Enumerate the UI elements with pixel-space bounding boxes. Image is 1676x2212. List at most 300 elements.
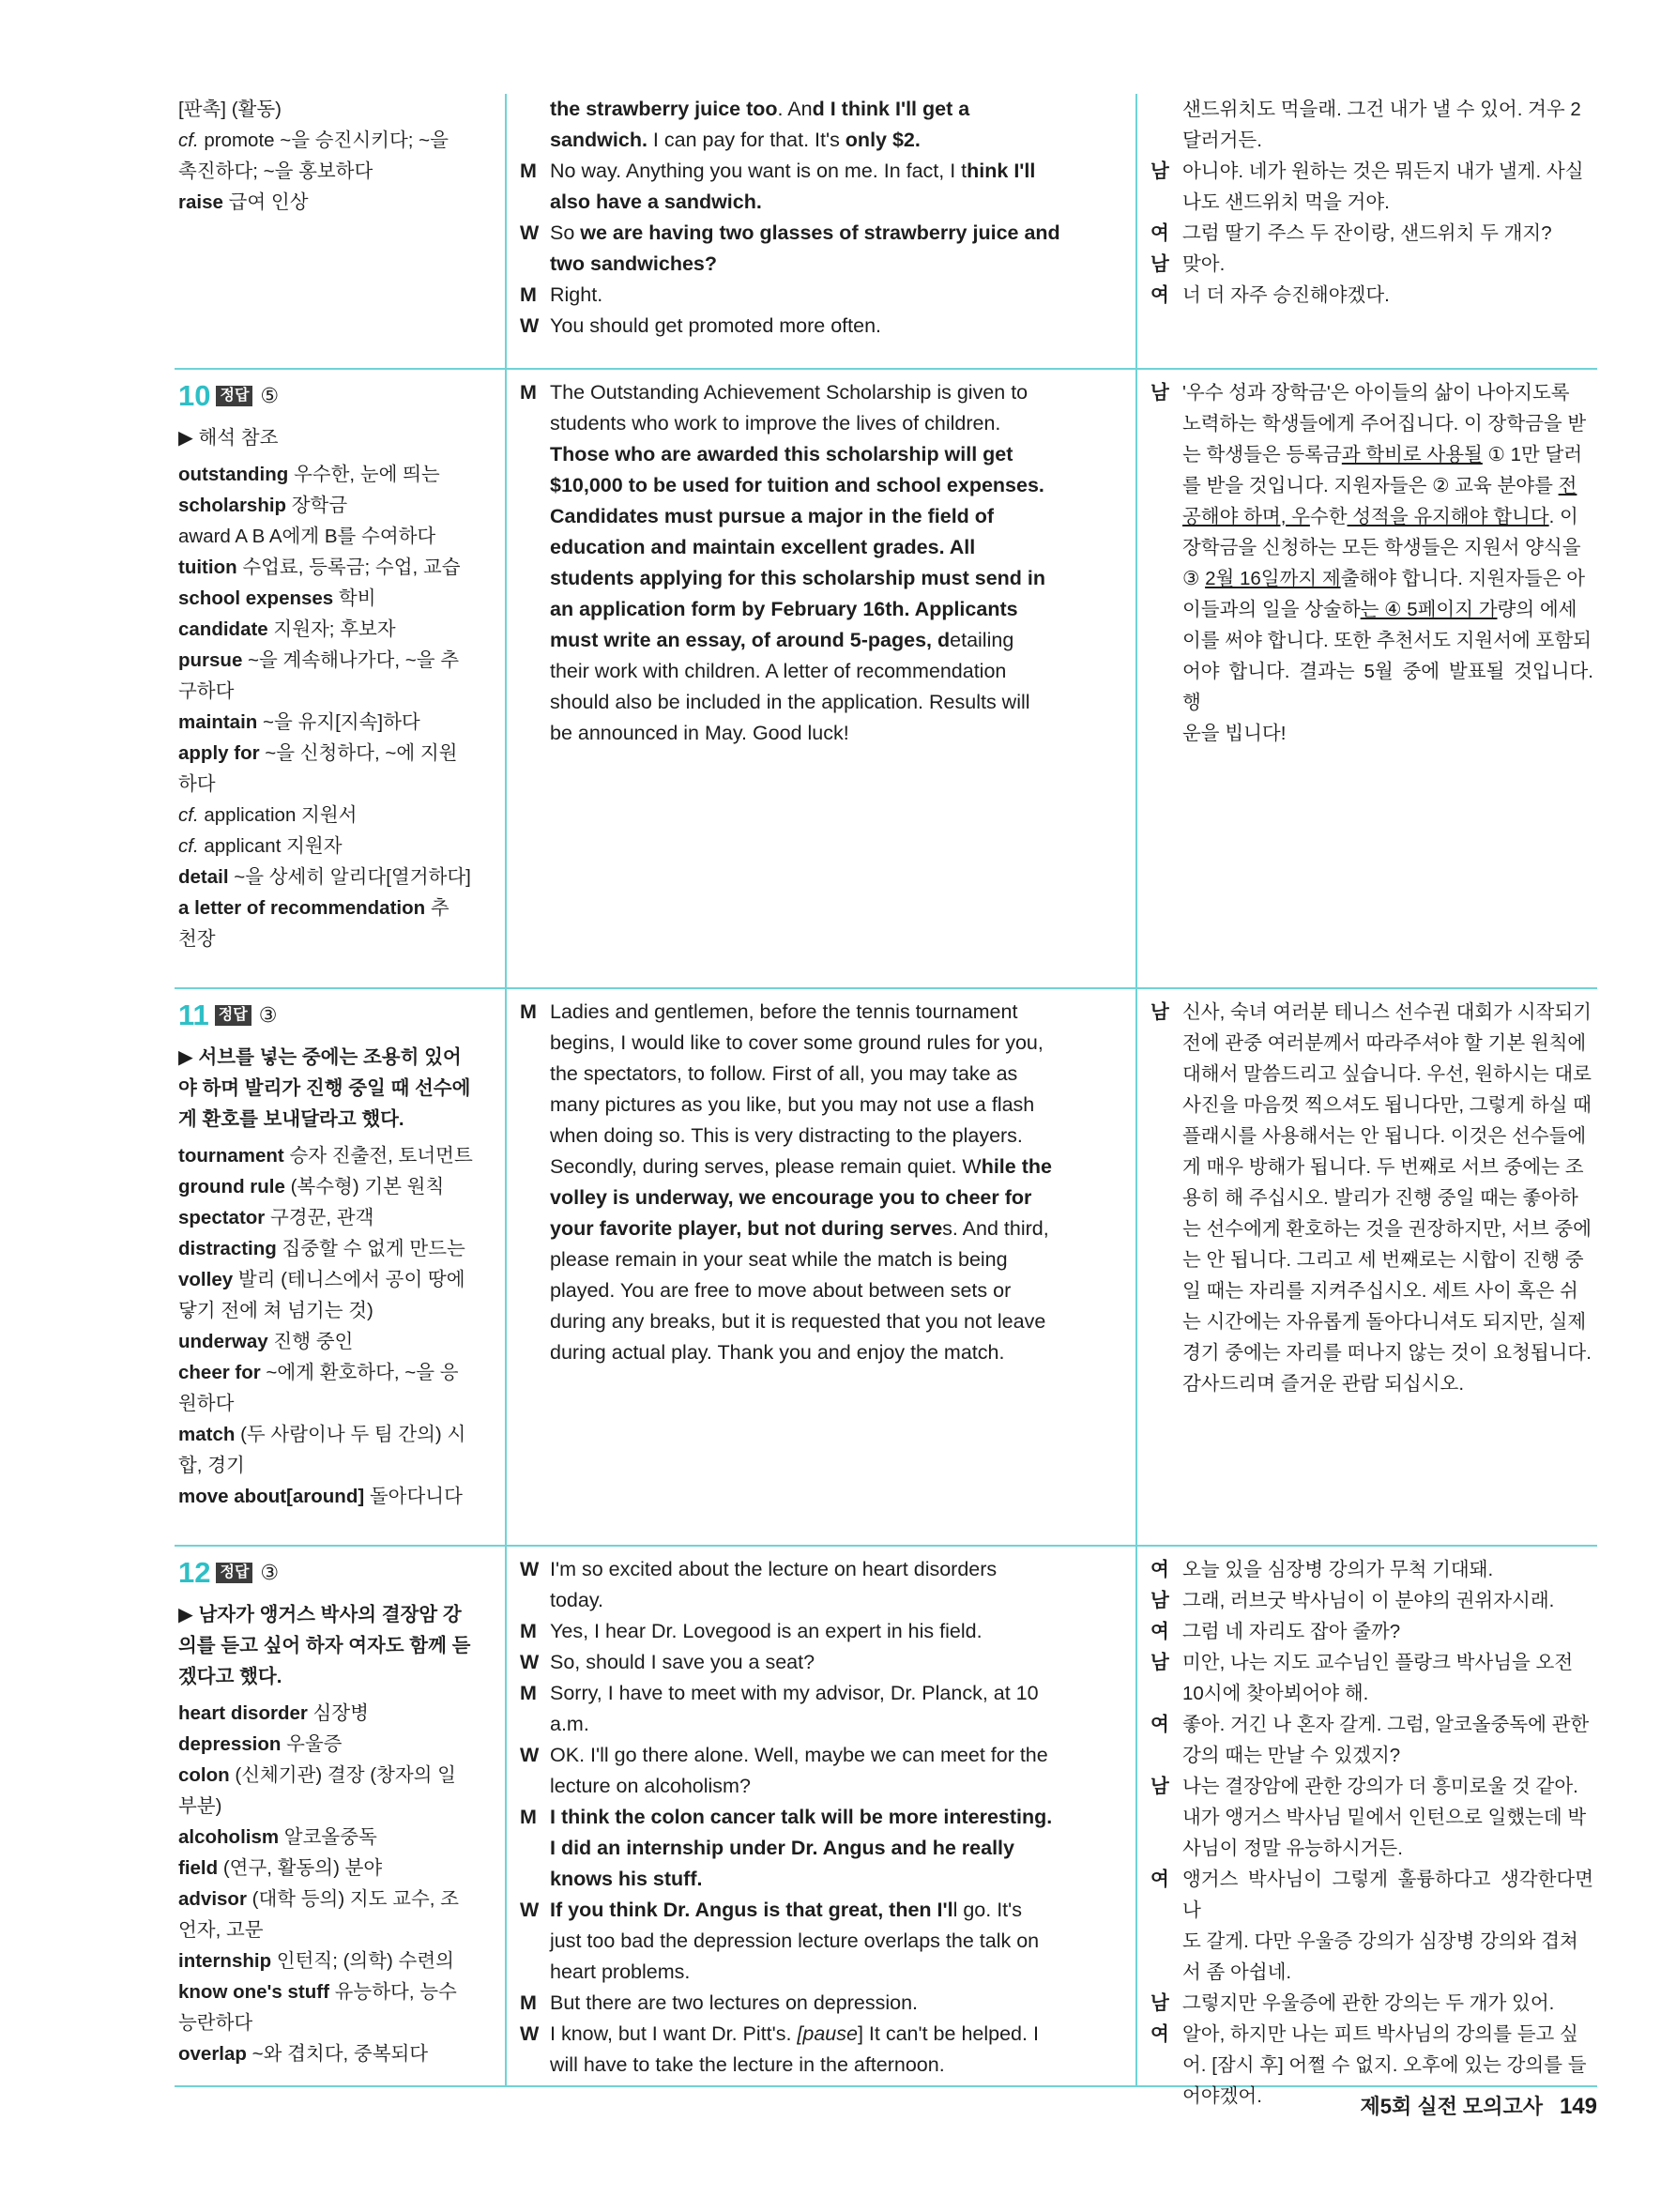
speaker-label: [1150, 1306, 1182, 1337]
explanation-line: ▶ 서브를 넣는 중에는 조용히 있어: [178, 1046, 462, 1068]
translation-line: [1150, 1152, 1593, 1182]
speaker-label: [520, 1121, 550, 1152]
line-text: 게 매우 방해가 됩니다. 두 번째로 서브 중에는 조: [1182, 1156, 1584, 1178]
vocab-list: [178, 459, 495, 954]
translation-line: [1150, 563, 1593, 594]
vocab-list: [178, 1698, 495, 2069]
speaker-label: [520, 1244, 550, 1275]
vocab-item: 구하다: [178, 680, 235, 702]
speaker-label: [1150, 2050, 1182, 2081]
translation-line: [1150, 1028, 1593, 1059]
section-9: [175, 94, 1597, 370]
speaker-label: M: [520, 1000, 537, 1023]
line-text: I'm so excited about the lecture on heart disorders: [550, 1558, 998, 1580]
line-text: today.: [550, 1589, 603, 1611]
speaker-label: [520, 656, 550, 687]
speaker-label: [1150, 1833, 1182, 1864]
speaker-label: [1150, 625, 1182, 656]
line-text: should also be included in the application. Results will: [550, 691, 1030, 713]
speaker-label: [520, 249, 550, 280]
vocab-item: pursue ~을 계속해나가다, ~을 추: [178, 649, 460, 671]
line-text: No way. Anything you want is on me. In fact, I think I'll: [550, 160, 1036, 182]
speaker-label: M: [520, 1991, 537, 2014]
dialogue-line: [520, 594, 1105, 625]
speaker-label: [520, 594, 550, 625]
vocab-item: 천장: [178, 928, 216, 950]
dialogue-line: [520, 1926, 1105, 1957]
answer-tag: 정답: [215, 1005, 251, 1026]
translation-line: [1150, 594, 1593, 625]
dialogue-line: [520, 563, 1105, 594]
speaker-label: [1150, 408, 1182, 439]
dialogue-line: [520, 1554, 1105, 1585]
english-monologue: [505, 370, 1105, 987]
line-text: students applying for this scholarship must send in: [550, 567, 1046, 589]
speaker-label: [1150, 1275, 1182, 1306]
line-text: 어. [잠시 후] 어쩔 수 없지. 오후에 있는 강의를 들: [1182, 2054, 1587, 2076]
dialogue-line: [520, 1337, 1105, 1368]
line-text: 서 좀 아쉽네.: [1182, 1961, 1292, 1983]
translation-line: [1150, 1121, 1593, 1152]
answer-choice: ③: [258, 1003, 278, 1027]
translation-line: [1150, 1988, 1593, 2019]
vocab-item: colon (신체기관) 결장 (창자의 일: [178, 1764, 456, 1786]
speaker-label: [520, 1090, 550, 1121]
line-text: 는 학생들은 등록금과 학비로 사용될 ① 1만 달러: [1182, 444, 1583, 465]
vocab-item: detail ~을 상세히 알리다[열거하다]: [178, 866, 471, 888]
speaker-label: [1150, 94, 1182, 125]
line-text: 사진을 마음껏 찍으셔도 됩니다만, 그렇게 하실 때: [1182, 1094, 1592, 1116]
dialogue-line: [520, 1740, 1105, 1771]
line-text: students who work to improve the lives of children.: [550, 412, 1001, 435]
line-text: If you think Dr. Angus is that great, then I'll go. It's: [550, 1899, 1022, 1921]
translation-line: [1150, 125, 1593, 156]
dialogue-line: [520, 1275, 1105, 1306]
line-text: 장학금을 신청하는 모든 학생들은 지원서 양식을: [1182, 537, 1581, 558]
speaker-label: 여: [1150, 1714, 1169, 1735]
speaker-label: M: [520, 283, 537, 306]
dialogue-line: [520, 125, 1105, 156]
explanation-line: 의를 듣고 싶어 하자 여자도 함께 듣: [178, 1635, 471, 1656]
speaker-label: [1150, 563, 1182, 594]
dialogue-line: [520, 1059, 1105, 1090]
dialogue-line: [520, 2019, 1105, 2050]
vocab-item: internship 인턴직; (의학) 수련의: [178, 1950, 454, 1972]
dialogue-line: [520, 408, 1105, 439]
speaker-label: 남: [1150, 1590, 1169, 1611]
translation-line: [1150, 2019, 1593, 2050]
line-text: a.m.: [550, 1713, 589, 1735]
explanation-line: ▶ 남자가 앵거스 박사의 결장암 강: [178, 1604, 462, 1625]
speaker-label: [520, 1213, 550, 1244]
speaker-label: W: [520, 2022, 540, 2045]
line-text: the strawberry juice too. And I think I'll get a: [550, 98, 970, 120]
dialogue-line: [520, 156, 1105, 187]
line-text: two sandwiches?: [550, 252, 718, 275]
explanation: [178, 1599, 495, 1692]
page-footer: [1360, 2091, 1597, 2120]
translation-line: [1150, 1678, 1593, 1709]
vocab-list: [178, 1140, 495, 1512]
speaker-label: [520, 1306, 550, 1337]
korean-translation: [1135, 989, 1593, 1545]
translation-line: [1150, 501, 1593, 532]
dialogue-line: [520, 1864, 1105, 1895]
speaker-label: [520, 1585, 550, 1616]
vocab-item: 닿기 전에 쳐 넘기는 것): [178, 1300, 373, 1321]
section-10: [175, 370, 1597, 989]
question-number: 11: [178, 999, 209, 1031]
dialogue-line: [520, 280, 1105, 311]
line-text: 그럼 딸기 주스 두 잔이랑, 샌드위치 두 개지?: [1182, 222, 1552, 244]
speaker-label: [1150, 470, 1182, 501]
speaker-label: [1150, 501, 1182, 532]
explanation-line: 겠다고 했다.: [178, 1666, 282, 1687]
dialogue-line: [520, 94, 1105, 125]
line-text: knows his stuff.: [550, 1868, 703, 1890]
dialogue-line: [520, 1244, 1105, 1275]
line-text: I did an internship under Dr. Angus and he really: [550, 1837, 1014, 1859]
question-number: 10: [178, 379, 211, 412]
line-text: 너 더 자주 승진해야겠다.: [1182, 284, 1390, 306]
speaker-label: [520, 1337, 550, 1368]
line-text: will have to take the lecture in the afternoon.: [550, 2053, 945, 2076]
speaker-label: [1150, 1957, 1182, 1988]
english-dialogue: [505, 94, 1105, 368]
dialogue-line: [520, 625, 1105, 656]
speaker-label: [520, 1926, 550, 1957]
translation-line: [1150, 470, 1593, 501]
vocab-list: [178, 94, 495, 368]
english-announcement: [505, 989, 1105, 1545]
line-text: 맞아.: [1182, 253, 1226, 275]
dialogue-line: [520, 1895, 1105, 1926]
section-11: [175, 989, 1597, 1547]
vocab-item: [판촉] (활동): [178, 99, 282, 120]
vocab-item: maintain ~을 유지[지속]하다: [178, 711, 420, 733]
translation-line: [1150, 1213, 1593, 1244]
dialogue-line: [520, 1988, 1105, 2019]
vocab-item: distracting 집중할 수 없게 만드는: [178, 1238, 465, 1259]
line-text: 는 선수에게 환호하는 것을 권장하지만, 서브 중에: [1182, 1218, 1592, 1240]
dialogue-line: [520, 470, 1105, 501]
translation-line: [1150, 187, 1593, 218]
vocab-item: tuition 수업료, 등록금; 수업, 교습: [178, 557, 461, 578]
vocab-item: move about[around] 돌아다니다: [178, 1486, 463, 1507]
line-text: 10시에 찾아뵈어야 해.: [1182, 1683, 1369, 1704]
line-text: Secondly, during serves, please remain quiet. While the: [550, 1155, 1052, 1178]
speaker-label: [1150, 1926, 1182, 1957]
vocab-item: 원하다: [178, 1393, 235, 1414]
speaker-label: M: [520, 160, 537, 182]
footer-title: 제5회 실전 모의고사: [1360, 2095, 1543, 2118]
line-text: Candidates must pursue a major in the field of: [550, 505, 995, 527]
speaker-label: [1150, 1678, 1182, 1709]
line-text: played. You are free to move about between sets or: [550, 1279, 1012, 1302]
speaker-label: W: [520, 1651, 540, 1673]
dialogue-line: [520, 439, 1105, 470]
speaker-label: [520, 439, 550, 470]
speaker-label: M: [520, 1682, 537, 1704]
speaker-label: W: [520, 221, 540, 244]
vocab-item: depression 우울증: [178, 1733, 343, 1755]
line-text: lecture on alcoholism?: [550, 1775, 751, 1797]
speaker-label: 남: [1150, 1001, 1169, 1023]
translation-line: [1150, 1244, 1593, 1275]
speaker-label: [520, 501, 550, 532]
line-text: just too bad the depression lecture overlaps the talk on: [550, 1930, 1040, 1952]
speaker-label: [1150, 1090, 1182, 1121]
vocab-item: 부분): [178, 1795, 222, 1817]
speaker-label: [520, 1182, 550, 1213]
dialogue-line: [520, 687, 1105, 718]
vocab-item: know one's stuff 유능하다, 능수: [178, 1981, 457, 2003]
speaker-label: [1150, 1152, 1182, 1182]
dialogue-line: [520, 501, 1105, 532]
line-text: 전에 관중 여러분께서 따라주셔야 할 기본 원칙에: [1182, 1032, 1587, 1054]
line-text: 어야 합니다. 결과는 5월 중에 발표될 것입니다. 행: [1182, 661, 1593, 713]
translation-line: [1150, 249, 1593, 280]
translation-line: [1150, 1926, 1593, 1957]
translation-line: [1150, 1337, 1593, 1368]
line-text: when doing so. This is very distracting to the players.: [550, 1124, 1023, 1147]
speaker-label: [520, 563, 550, 594]
speaker-label: W: [520, 1899, 540, 1921]
speaker-label: [520, 1275, 550, 1306]
vocab-item: apply for ~을 신청하다, ~에 지원: [178, 742, 458, 764]
speaker-label: [520, 408, 550, 439]
dialogue-line: [520, 1152, 1105, 1182]
translation-line: [1150, 1771, 1593, 1802]
line-text: their work with children. A letter of recommendation: [550, 660, 1007, 682]
vocab-item: cf. promote ~을 승진시키다; ~을: [178, 130, 449, 151]
vocab-item: spectator 구경꾼, 관객: [178, 1207, 374, 1228]
dialogue-line: [520, 1306, 1105, 1337]
speaker-label: [1150, 1802, 1182, 1833]
line-text: 용히 해 주십시오. 발리가 진행 중일 때는 좋아하: [1182, 1187, 1578, 1209]
answer-choice: ⑤: [260, 384, 280, 407]
vocab-item: underway 진행 중인: [178, 1331, 354, 1352]
vocab-item: ground rule (복수형) 기본 원칙: [178, 1176, 445, 1198]
dialogue-line: [520, 997, 1105, 1028]
line-text: Those who are awarded this scholarship will get: [550, 443, 1013, 465]
translation-line: [1150, 1740, 1593, 1771]
korean-translation: [1135, 370, 1593, 987]
speaker-label: [1150, 1182, 1182, 1213]
line-text: many pictures as you like, but you may not use a flash: [550, 1093, 1035, 1116]
line-text: volley is underway, we encourage you to cheer for: [550, 1186, 1032, 1209]
speaker-label: [1150, 1028, 1182, 1059]
line-text: also have a sandwich.: [550, 191, 762, 213]
dialogue-line: [520, 1090, 1105, 1121]
speaker-label: W: [520, 1558, 540, 1580]
line-text: 사님이 정말 유능하시거든.: [1182, 1838, 1403, 1859]
speaker-label: [1150, 594, 1182, 625]
dialogue-line: [520, 1585, 1105, 1616]
translation-line: [1150, 532, 1593, 563]
line-text: your favorite player, but not during serves. And third,: [550, 1217, 1049, 1240]
explanation: [178, 422, 495, 453]
dialogue-line: [520, 1028, 1105, 1059]
speaker-label: 남: [1150, 160, 1169, 182]
line-text: 노력하는 학생들에게 주어집니다. 이 장학금을 받: [1182, 413, 1587, 435]
line-text: 는 시간에는 자유롭게 돌아다니셔도 되지만, 실제: [1182, 1311, 1587, 1333]
line-text: 강의 때는 만날 수 있겠지?: [1182, 1745, 1401, 1766]
dialogue-line: [520, 1771, 1105, 1802]
line-text: 미안, 나는 지도 교수님인 플랑크 박사님을 오전: [1182, 1652, 1574, 1673]
dialogue-line: [520, 2050, 1105, 2081]
vocab-item: a letter of recommendation 추: [178, 897, 449, 919]
translation-line: [1150, 1864, 1593, 1926]
speaker-label: [1150, 125, 1182, 156]
question-number: 12: [178, 1556, 211, 1589]
dialogue-line: [520, 218, 1105, 249]
speaker-label: [1150, 532, 1182, 563]
speaker-label: [520, 625, 550, 656]
line-text: The Outstanding Achievement Scholarship is given to: [550, 381, 1028, 404]
speaker-label: [1150, 1213, 1182, 1244]
line-text: '우수 성과 장학금'은 아이들의 삶이 나아지도록: [1182, 382, 1570, 404]
translation-line: [1150, 94, 1593, 125]
line-text: Right.: [550, 283, 603, 306]
line-text: So we are having two glasses of strawberry juice and: [550, 221, 1060, 244]
translation-line: [1150, 718, 1593, 749]
line-text: 운을 빕니다!: [1182, 723, 1287, 744]
speaker-label: [520, 1028, 550, 1059]
line-text: So, should I save you a seat?: [550, 1651, 815, 1673]
vocab-item: alcoholism 알코올중독: [178, 1826, 377, 1848]
translation-line: [1150, 1802, 1593, 1833]
vocab-item: field (연구, 활동의) 분야: [178, 1857, 383, 1879]
line-text: You should get promoted more often.: [550, 314, 881, 337]
translation-line: [1150, 377, 1593, 408]
answer-header: [178, 997, 495, 1034]
translation-line: [1150, 1306, 1593, 1337]
speaker-label: 여: [1150, 2023, 1169, 2045]
translation-line: [1150, 1957, 1593, 1988]
speaker-label: 남: [1150, 1992, 1169, 2014]
speaker-label: 여: [1150, 1621, 1169, 1642]
line-text: OK. I'll go there alone. Well, maybe we can meet for the: [550, 1744, 1048, 1766]
speaker-label: [520, 532, 550, 563]
vocab-item: outstanding 우수한, 눈에 띄는: [178, 464, 440, 485]
line-text: heart problems.: [550, 1960, 691, 1983]
answer-tag: 정답: [216, 1563, 252, 1583]
line-text: Sorry, I have to meet with my advisor, Dr. Planck, at 10: [550, 1682, 1039, 1704]
dialogue-line: [520, 1647, 1105, 1678]
translation-line: [1150, 656, 1593, 718]
dialogue-line: [520, 1182, 1105, 1213]
line-text: 도 갈게. 다만 우울증 강의가 심장병 강의와 겹쳐: [1182, 1930, 1578, 1952]
vocab-item: heart disorder 심장병: [178, 1702, 369, 1724]
speaker-label: [1150, 1337, 1182, 1368]
speaker-label: W: [520, 314, 540, 337]
translation-line: [1150, 1090, 1593, 1121]
line-text: 샌드위치도 먹을래. 그건 내가 낼 수 있어. 겨우 2: [1182, 99, 1581, 120]
line-text: 나도 샌드위치 먹을 거야.: [1182, 191, 1390, 213]
dialogue-line: [520, 187, 1105, 218]
vocab-item: award A B A에게 B를 수여하다: [178, 526, 436, 547]
speaker-label: [520, 1709, 550, 1740]
vocab-item: 하다: [178, 773, 216, 795]
dialogue-line: [520, 532, 1105, 563]
line-text: But there are two lectures on depression.: [550, 1991, 918, 2014]
vocab-item: volley 발리 (테니스에서 공이 땅에: [178, 1269, 465, 1290]
dialogue-line: [520, 718, 1105, 749]
speaker-label: M: [520, 1620, 537, 1642]
vocab-item: match (두 사람이나 두 팀 간의) 시: [178, 1424, 466, 1445]
line-text: Ladies and gentlemen, before the tennis tournament: [550, 1000, 1018, 1023]
translation-line: [1150, 2050, 1593, 2081]
translation-line: [1150, 280, 1593, 311]
explanation: [178, 1042, 495, 1135]
vocab-item: tournament 승자 진출전, 토너먼트: [178, 1145, 473, 1167]
line-text: 플래시를 사용해서는 안 됩니다. 이것은 선수들에: [1182, 1125, 1587, 1147]
english-dialogue: [505, 1547, 1105, 2085]
speaker-label: [1150, 2081, 1182, 2112]
line-text: 그렇지만 우울증에 관한 강의는 두 개가 있어.: [1182, 1992, 1555, 2014]
speaker-label: 남: [1150, 253, 1169, 275]
speaker-label: 여: [1150, 1559, 1169, 1580]
speaker-label: [520, 687, 550, 718]
line-text: 아니야. 네가 원하는 것은 뭐든지 내가 낼게. 사실: [1182, 160, 1584, 182]
line-text: 나는 결장암에 관한 강의가 더 흥미로울 것 같아.: [1182, 1776, 1578, 1797]
vocab-item: cf. application 지원서: [178, 804, 358, 826]
speaker-label: 남: [1150, 1776, 1169, 1797]
speaker-label: [1150, 439, 1182, 470]
speaker-label: [520, 1833, 550, 1864]
answer-header: [178, 1554, 495, 1592]
speaker-label: [1150, 718, 1182, 749]
translation-line: [1150, 1647, 1593, 1678]
line-text: 경기 중에는 자리를 떠나지 않는 것이 요청됩니다.: [1182, 1342, 1592, 1364]
speaker-label: [520, 125, 550, 156]
vocab-item: 합, 경기: [178, 1455, 245, 1476]
line-text: must write an essay, of around 5-pages, detailing: [550, 629, 1014, 651]
answer-header: [178, 377, 495, 415]
line-text: 그래, 러브굿 박사님이 이 분야의 권위자시래.: [1182, 1590, 1555, 1611]
speaker-label: [1150, 187, 1182, 218]
line-text: 오늘 있을 심장병 강의가 무척 기대돼.: [1182, 1559, 1494, 1580]
translation-line: [1150, 997, 1593, 1028]
speaker-label: [1150, 1244, 1182, 1275]
speaker-label: [520, 470, 550, 501]
vocab-item: 능란하다: [178, 2012, 253, 2034]
translation-line: [1150, 1833, 1593, 1864]
speaker-label: [520, 2050, 550, 2081]
speaker-label: [520, 94, 550, 125]
translation-line: [1150, 1554, 1593, 1585]
line-text: the spectators, to follow. First of all, you may take as: [550, 1062, 1018, 1085]
vocab-item: overlap ~와 겹치다, 중복되다: [178, 2043, 429, 2065]
speaker-label: [520, 1771, 550, 1802]
line-text: Yes, I hear Dr. Lovegood is an expert in his field.: [550, 1620, 983, 1642]
translation-line: [1150, 1616, 1593, 1647]
line-text: ③ 2월 16일까지 제출해야 합니다. 지원자들은 아: [1182, 568, 1586, 589]
line-text: I think the colon cancer talk will be more interesting.: [550, 1806, 1053, 1828]
line-text: during actual play. Thank you and enjoy the match.: [550, 1341, 1005, 1364]
explanation-line: ▶ 해석 참조: [178, 427, 279, 449]
vocab-item: advisor (대학 등의) 지도 교수, 조: [178, 1888, 459, 1910]
line-text: 이를 써야 합니다. 또한 추천서도 지원서에 포함되: [1182, 630, 1592, 651]
line-text: begins, I would like to cover some ground rules for you,: [550, 1031, 1044, 1054]
line-text: 이들과의 일을 상술하는 ④ 5페이지 가량의 에세: [1182, 599, 1577, 620]
page-number: 149: [1559, 2094, 1597, 2119]
line-text: 는 안 됩니다. 그리고 세 번째로는 시합이 진행 중: [1182, 1249, 1584, 1271]
line-text: 내가 앵거스 박사님 밑에서 인턴으로 일했는데 박: [1182, 1807, 1587, 1828]
translation-line: [1150, 1585, 1593, 1616]
speaker-label: M: [520, 1806, 537, 1828]
